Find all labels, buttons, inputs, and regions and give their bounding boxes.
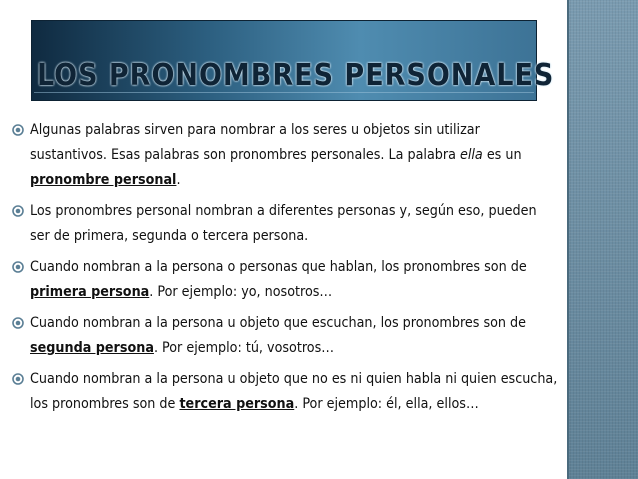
slide-title: LOS PRONOMBRES PERSONALES — [37, 58, 555, 93]
bullet-item — [8, 311, 560, 361]
target-circle-icon — [12, 373, 24, 385]
bullet-list — [8, 118, 560, 423]
bullet-text: Algunas palabras sirven para nombrar a los seres u objetos sin utilizar sustantivos. Esas palabras son pronombres personales. La palabra — [30, 122, 480, 163]
bullet-item — [8, 367, 560, 417]
bullet-text: Los pronombres personal nombran a diferentes personas y, según eso, pueden ser de primera, segunda o tercera persona. — [30, 203, 537, 244]
emphasized-term: primera persona — [30, 284, 150, 300]
bullet-text: . — [176, 172, 181, 188]
target-circle-icon — [12, 261, 24, 273]
side-strip-edge — [567, 0, 569, 479]
target-circle-icon — [12, 124, 24, 136]
side-decoration-strip — [567, 0, 638, 479]
bullet-item — [8, 118, 560, 193]
bullet-item — [8, 199, 560, 249]
emphasized-term: segunda persona — [30, 340, 154, 356]
bullet-item — [8, 255, 560, 305]
bullet-text: Cuando nombran a la persona u objeto que no es ni quien habla ni quien escucha, los pronombres son de — [30, 371, 558, 412]
bullet-text: . Por ejemplo: él, ella, ellos… — [294, 396, 479, 412]
bullet-text: . Por ejemplo: yo, nosotros… — [149, 284, 333, 300]
bullet-text: Cuando nombran a la persona u objeto que escuchan, los pronombres son de — [30, 315, 527, 331]
bullet-text: Cuando nombran a la persona o personas que hablan, los pronombres son de — [30, 259, 527, 275]
target-circle-icon — [12, 317, 24, 329]
emphasized-term: tercera persona — [179, 396, 295, 412]
target-circle-icon — [12, 205, 24, 217]
bullet-text: . Por ejemplo: tú, vosotros… — [153, 340, 335, 356]
emphasized-term: pronombre personal — [30, 172, 177, 188]
italic-word: ella — [459, 147, 483, 163]
bullet-text: es un — [482, 147, 522, 163]
